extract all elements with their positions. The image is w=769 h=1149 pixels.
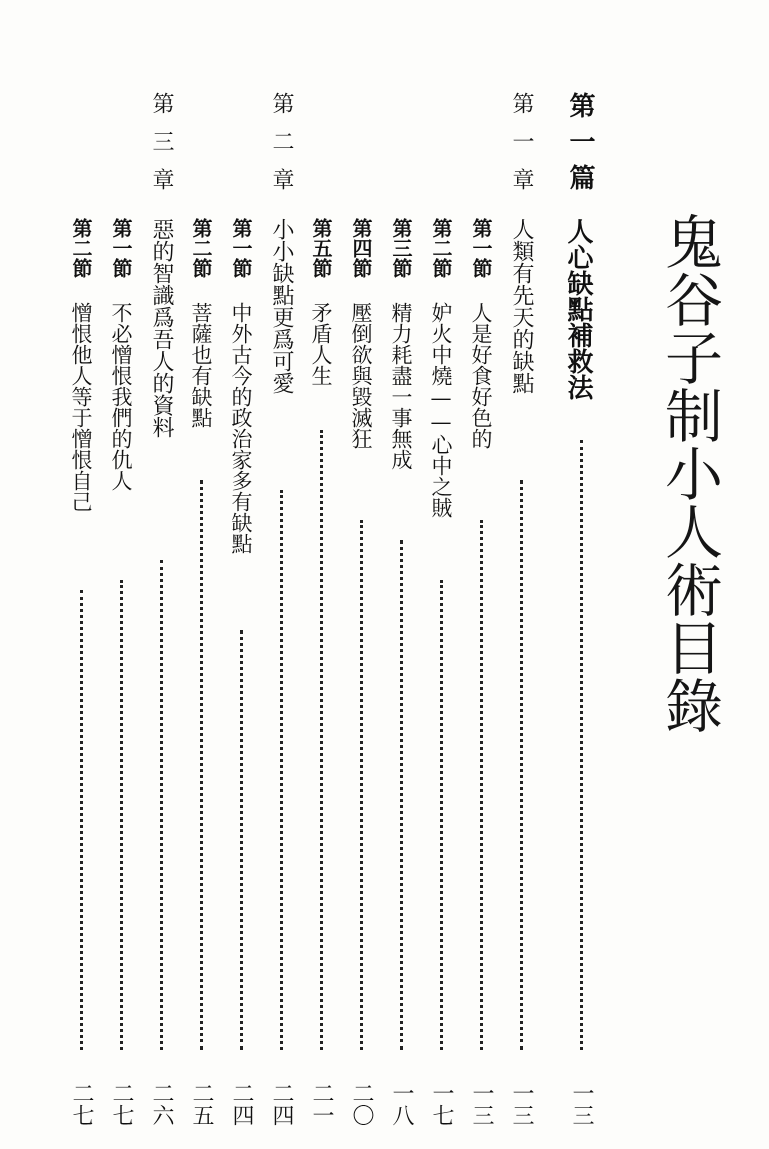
ch3-sec2-page-number: 二七 [69, 1082, 94, 1126]
ch2-sec2-leader-dots [200, 480, 207, 1050]
ch1-sec1-page-number: 一三 [469, 1082, 494, 1126]
ch1-sec1-title: 人是好食好色的 [469, 302, 493, 449]
ch1-sec3-page-number: 一八 [389, 1082, 414, 1126]
ch2-sec1-page-number: 二四 [229, 1082, 254, 1126]
chapter-2-page-number: 二四 [269, 1082, 294, 1126]
ch1-sec4-title: 壓倒欲與毀滅狂 [349, 302, 373, 449]
ch2-sec2-label: 第二節 [189, 218, 213, 278]
chapter-2-title: 小小缺點更爲可愛 [269, 218, 294, 394]
ch1-sec1-leader-dots [480, 520, 487, 1050]
chapter-1-leader-dots [520, 480, 527, 1050]
book-title: 鬼谷子制小人術目錄 [655, 212, 723, 734]
chapter-3-leader-dots [160, 560, 167, 1050]
ch2-sec2-page-number: 二五 [189, 1082, 214, 1126]
ch1-sec4-leader-dots [360, 520, 367, 1050]
chapter-3-page-number: 二六 [149, 1082, 174, 1126]
ch1-sec5-label: 第五節 [309, 218, 333, 278]
ch1-sec2-label: 第二節 [429, 218, 453, 278]
ch3-sec1-label: 第一節 [109, 218, 133, 278]
chapter-3-label: 第三章 [149, 92, 174, 206]
part-label: 第一篇 [565, 92, 595, 200]
ch1-sec3-label: 第三節 [389, 218, 413, 278]
ch3-sec1-title: 不必憎恨我們的仇人 [109, 302, 133, 491]
ch1-sec4-page-number: 二〇 [349, 1082, 374, 1126]
ch1-sec5-leader-dots [320, 430, 327, 1050]
ch1-sec2-leader-dots [440, 580, 447, 1050]
chapter-2-leader-dots [280, 490, 287, 1050]
ch3-sec2-label: 第二節 [69, 218, 93, 278]
ch1-sec3-title: 精力耗盡一事無成 [389, 302, 413, 470]
ch1-sec5-title: 矛盾人生 [309, 302, 333, 386]
ch1-sec3-leader-dots [400, 540, 407, 1050]
chapter-2-label: 第二章 [269, 92, 294, 206]
ch3-sec1-page-number: 二七 [109, 1082, 134, 1126]
chapter-1-title: 人類有先天的缺點 [509, 218, 534, 394]
ch1-sec2-title: 妒火中燒——心中之賊 [429, 302, 453, 518]
ch2-sec1-title: 中外古今的政治家多有缺點 [229, 302, 253, 554]
part-leader-dots [580, 440, 587, 1050]
ch3-sec2-title: 憎恨他人等于憎恨自己 [69, 302, 93, 512]
ch2-sec1-leader-dots [240, 630, 247, 1050]
ch2-sec1-label: 第一節 [229, 218, 253, 278]
ch1-sec2-page-number: 一七 [429, 1082, 454, 1126]
ch3-sec1-leader-dots [120, 580, 127, 1050]
chapter-3-title: 惡的智識爲吾人的資料 [149, 218, 174, 438]
chapter-1-label: 第一章 [509, 92, 534, 206]
ch1-sec5-page-number: 二一 [309, 1082, 334, 1126]
part-title: 人心缺點補救法 [563, 218, 593, 400]
ch2-sec2-title: 菩薩也有缺點 [189, 302, 213, 428]
ch1-sec1-label: 第一節 [469, 218, 493, 278]
part-page-number: 一三 [569, 1082, 594, 1126]
ch1-sec4-label: 第四節 [349, 218, 373, 278]
ch3-sec2-leader-dots [80, 590, 87, 1050]
chapter-1-page-number: 一三 [509, 1082, 534, 1126]
